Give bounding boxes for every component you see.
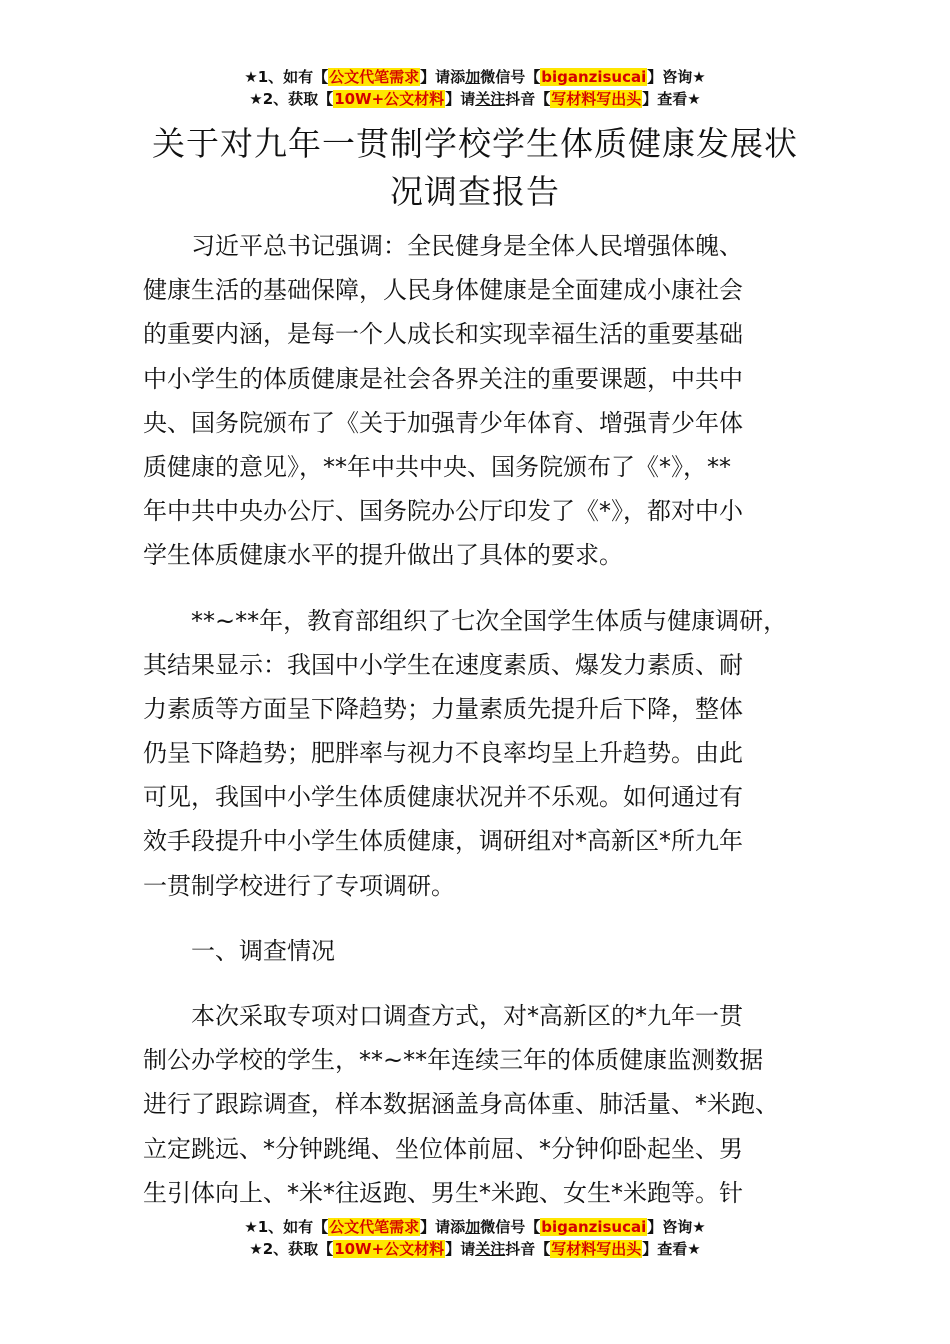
footer-banner: [0, 1216, 950, 1260]
highlight-service: 公文代笔需求: [329, 1218, 420, 1236]
paragraph-line: 本次采取专项对口调查方式，对*高新区的*九年一贯: [191, 1002, 743, 1030]
highlight-materials: 10W+公文材料: [334, 90, 445, 108]
banner-line-1: ★1、如有【公文代笔需求】请添加微信号【biganzisucai】咨询★: [244, 1218, 706, 1236]
highlight-service: 公文代笔需求: [329, 68, 420, 86]
paragraph-line: 其结果显示：我国中小学生在速度素质、爆发力素质、耐: [143, 650, 743, 679]
paragraph-line: 健康生活的基础保障，人民身体健康是全面建成小康社会: [143, 276, 743, 305]
paragraph-line: 学生体质健康水平的提升做出了具体的要求。: [143, 541, 623, 570]
paragraph-line: 立定跳远、*分钟跳绳、坐位体前屈、*分钟仰卧起坐、男: [143, 1134, 743, 1163]
highlight-douyin: 写材料写出头: [551, 1240, 642, 1258]
paragraph-line: **~**年，教育部组织了七次全国学生体质与健康调研，: [191, 606, 788, 635]
document-body: [143, 224, 833, 1215]
paragraph-line: 仍呈下降趋势；肥胖率与视力不良率均呈上升趋势。由此: [143, 739, 743, 768]
highlight-wechat-id: biganzisucai: [541, 68, 647, 86]
highlight-douyin: 写材料写出头: [551, 90, 642, 108]
paragraph-line: 力素质等方面呈下降趋势；力量素质先提升后下降，整体: [143, 694, 743, 723]
paragraph-line: 年中共中央办公厅、国务院办公厅印发了《*》，都对中小: [143, 497, 743, 526]
paragraph-line: 效手段提升中小学生体质健康，调研组对*高新区*所九年: [143, 827, 743, 856]
banner-line-2: ★2、获取【10W+公文材料】请关注抖音【写材料写出头】查看★: [249, 90, 701, 108]
title-line-1: 关于对九年一贯制学校学生体质健康发展状: [152, 124, 798, 163]
header-banner: [0, 66, 950, 110]
paragraph-line: 可见，我国中小学生体质健康状况并不乐观。如何通过有: [143, 783, 743, 812]
paragraph-line: 一贯制学校进行了专项调研。: [143, 871, 455, 900]
highlight-wechat-id: biganzisucai: [541, 1218, 647, 1236]
document-title: [120, 120, 830, 216]
banner-line-2: ★2、获取【10W+公文材料】请关注抖音【写材料写出头】查看★: [249, 1240, 701, 1258]
banner-line-1: ★1、如有【公文代笔需求】请添加微信号【biganzisucai】咨询★: [244, 68, 706, 86]
paragraph-line: 央、国务院颁布了《关于加强青少年体育、增强青少年体: [143, 408, 743, 437]
title-line-2: 况调查报告: [390, 172, 560, 211]
paragraph-line: 质健康的意见》，**年中共中央、国务院颁布了《*》，**: [143, 452, 731, 481]
section-heading: 一、调查情况: [191, 936, 335, 965]
paragraph-line: 中小学生的体质健康是社会各界关注的重要课题，中共中: [143, 364, 743, 393]
paragraph-line: 进行了跟踪调查，样本数据涵盖身高体重、肺活量、*米跑、: [143, 1090, 779, 1119]
paragraph-line: 习近平总书记强调：全民健身是全体人民增强体魄、: [191, 232, 743, 260]
paragraph-line: 制公办学校的学生，**~**年连续三年的体质健康监测数据: [143, 1046, 764, 1075]
highlight-materials: 10W+公文材料: [334, 1240, 445, 1258]
paragraph-line: 生引体向上、*米*往返跑、男生*米跑、女生*米跑等。针: [143, 1178, 743, 1207]
paragraph-line: 的重要内涵，是每一个人成长和实现幸福生活的重要基础: [143, 320, 743, 349]
